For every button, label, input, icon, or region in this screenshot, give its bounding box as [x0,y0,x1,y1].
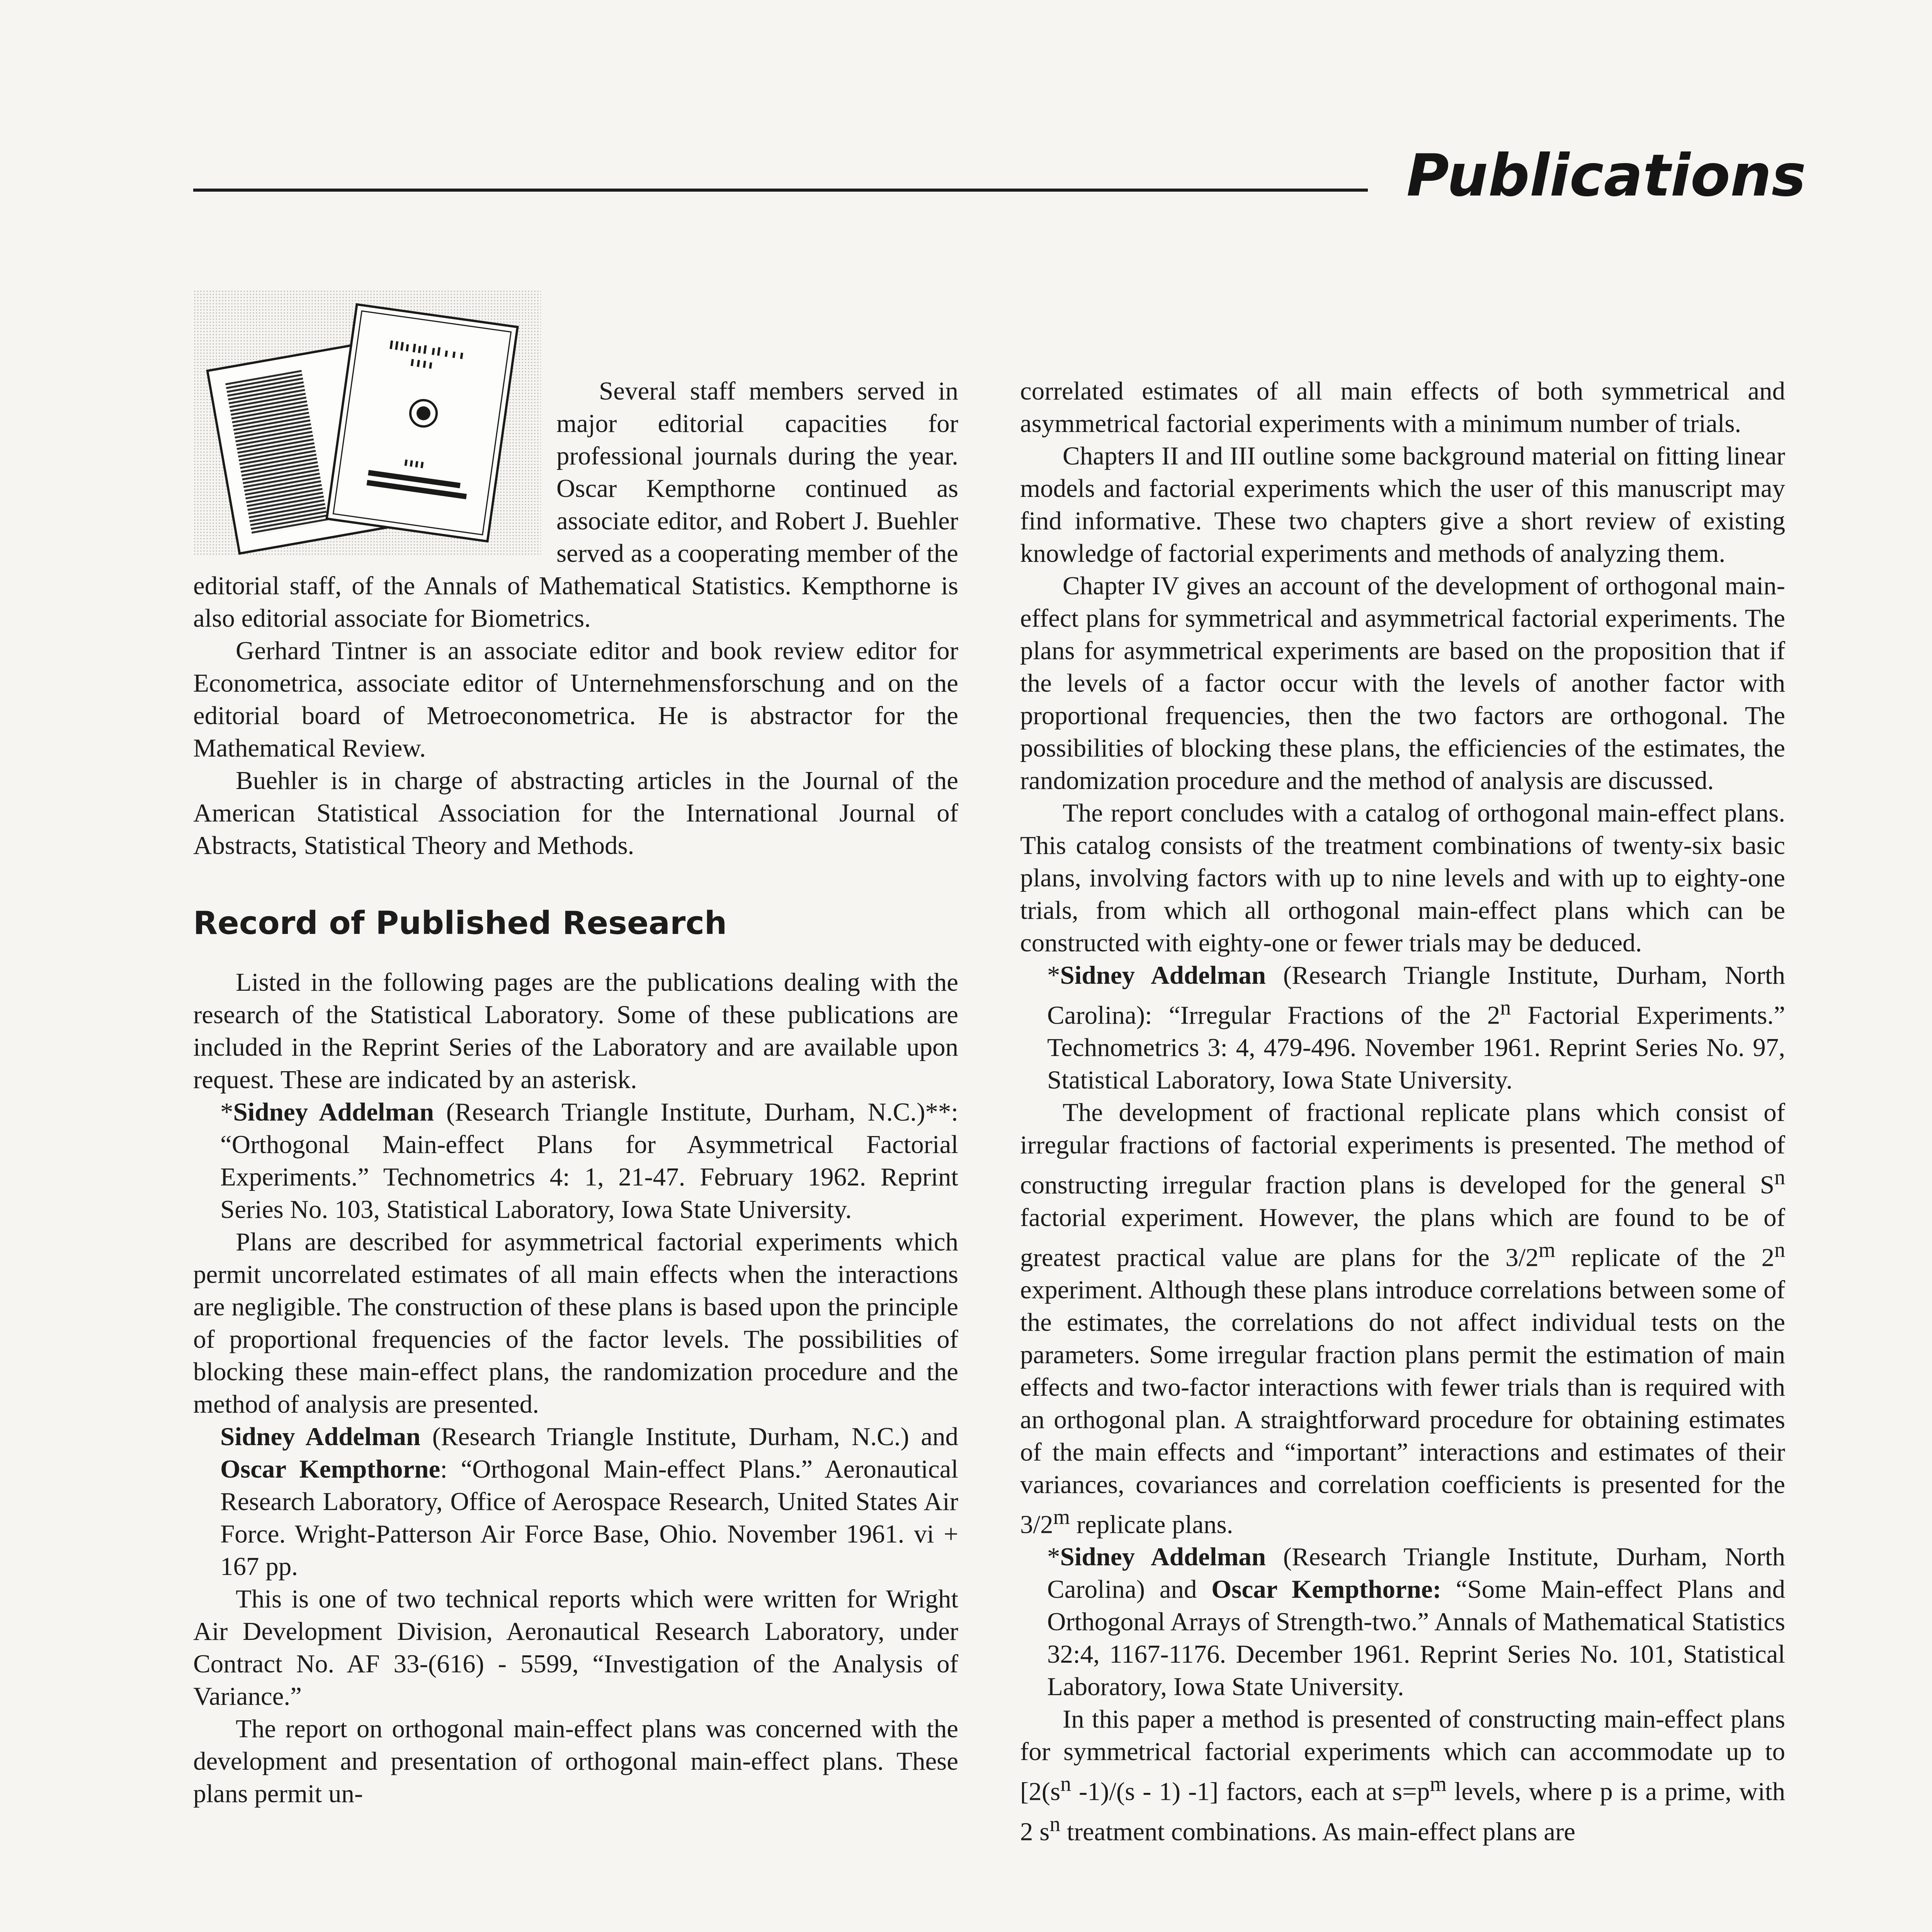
intro-paragraph-3: Buehler is in charge of abstracting articles in the Journal of the American Statistical Association for the International Journal of Abstracts, Statistical Theory and Methods. [193,766,958,860]
abstract-paragraph: This is one of two technical reports which were written for Wright Air Development Division, Aeronautical Research Laboratory, under Contract No. AF 33-(616) - 5599, “Investigation of the Analysis of Variance.” [193,1585,958,1711]
reprint-asterisk: * [1047,1543,1060,1571]
author: Sidney Addelman [233,1098,434,1126]
text-run: -1)/(s - 1) -1] factors, each at s=p [1071,1777,1430,1806]
text-run: factorial experiment. However, the plans which are found to be of greatest practical value are plans for the 3/2 [1020,1203,1785,1272]
abstract [193,1583,958,1810]
citation [1020,1541,1785,1703]
author-affiliation: (Research Triangle Institute, Durham, North Carolina) and [1047,1543,1786,1604]
text-run: replicate plans. [1070,1510,1233,1539]
journals-icon [193,290,541,556]
abstract-paragraph: Chapters II and III outline some background material on fitting linear models and factorial experiments which the user of this manuscript may find informative. These two chapters give a short review of existing knowledge of factorial experiments and methods of analyzing them. [1020,442,1785,568]
superscript: m [1053,1505,1070,1529]
page-title: Publications [1406,142,1806,209]
section-intro: Listed in the following pages are the publications dealing with the research of the Statistical Laboratory. Some of these publications are included in the Reprint Series of the Laboratory and are available upon request. These are indicated by an asterisk. [193,968,958,1094]
right-column [1020,375,1785,1848]
citation-text: : “Orthogonal Main-effect Plans.” Aeronautical Research Laboratory, Office of Aerospace Research, United States Air Force. Wright-Patterson Air Force Base, Ohio. November 1961. vi + 167 pp. [220,1455,958,1581]
abstract [1020,1703,1785,1848]
left-column [193,375,958,1810]
citation [193,1096,958,1226]
header-rule [193,189,1368,192]
intro-paragraph-2: Gerhard Tintner is an associate editor and book review editor for Econometrica, associate editor of Unternehmensforschung and on the editorial board of Metroeconometrica. He is abstractor for the Mathematical Review. [193,636,958,762]
author-affiliation: (Research Triangle Institute, Durham, N.C.) and [420,1422,958,1451]
abstract-paragraph [1020,1096,1785,1541]
superscript: n [1060,1772,1071,1796]
coauthor: Oscar Kempthorne: [1211,1575,1441,1604]
section-heading: Record of Published Research [193,905,727,942]
superscript: m [1430,1772,1447,1796]
abstract-paragraph: Plans are described for asymmetrical factorial experiments which permit uncorrelated estimates of all main effects when the interactions are negligible. The construction of these plans is based upon the principle of proportional frequencies of the factor levels. The possibilities of blocking these main-effect plans, the randomization procedure and the method of analysis are presented. [193,1228,958,1418]
abstract [193,1226,958,1420]
publication-entry [1020,959,1785,1541]
text-run: treatment combinations. As main-effect plans are [1060,1817,1575,1846]
superscript: n [1049,1812,1061,1836]
abstract-paragraph: The report concludes with a catalog of orthogonal main-effect plans. This catalog consists of the treatment combinations of twenty-six basic plans, involving factors with up to nine levels and with up to eighty-one trials, from which all orthogonal main-effect plans which can be constructed with eighty-one or fewer trials may be deduced. [1020,799,1785,957]
citation-text: (Research Triangle Institute, Durham, N.C.)**: “Orthogonal Main-effect Plans for Asymmetrical Factorial Experiments.” Technometrics 4: 1, 21-47. February 1962. Reprint Series No. 103, Statistical Laboratory, Iowa State University. [220,1098,958,1224]
journals-illustration [193,290,541,556]
text-run: In this paper a method is presented of constructing main-effect plans for symmetrical factorial experiments which can accommodate up to [2(s [1020,1705,1785,1806]
citation-text: “Some Main-effect Plans and Orthogonal Arrays of Strength-two.” Annals of Mathematical Statistics 32:4, 1167-1176. December 1961. Reprint Series No. 101, Statistical Laboratory, Iowa State University. [1047,1575,1785,1701]
intro-paragraph-1: Several staff members served in major editorial capacities for professional journals during the year. Oscar Kempthorne continued as associate editor, and Robert J. Buehler served as a cooperating member of the editorial staff, of the Annals of Mathematical Statistics. Kempthorne is also editorial associate for Biometrics. [193,377,958,633]
publication-entry [193,1096,958,1420]
author: Sidney Addelman [1060,1543,1266,1571]
citation [1020,959,1785,1096]
reprint-asterisk: * [1047,961,1060,990]
citation-text: Factorial Experiments.” Technometrics 3: 4, 479-496. November 1961. Reprint Series No. 97, Statistical Laboratory, Iowa State University. [1047,1001,1785,1095]
coauthor: Oscar Kempthorne [220,1455,440,1483]
citation-text: (Research Triangle Institute, Durham, North Carolina): “Irregular Fractions of the 2 [1047,961,1786,1030]
abstract-paragraph-continued: correlated estimates of all main effects of both symmetrical and asymmetrical factorial experiments with a minimum number of trials. [1020,377,1785,438]
superscript: n [1500,996,1511,1020]
superscript: n [1774,1165,1785,1190]
text-run: The development of fractional replicate plans which consist of irregular fractions of factorial experiments is presented. The method of constructing irregular fraction plans is developed for the general S [1020,1098,1785,1199]
publication-entry [193,1420,958,1810]
publication-entry [1020,1541,1785,1848]
text-run: levels, where p is a prime, with 2 s [1020,1777,1785,1846]
author: Sidney Addelman [1060,961,1266,990]
reprint-asterisk: * [220,1098,233,1126]
author: Sidney Addelman [220,1422,421,1451]
abstract-paragraph-split: The report on orthogonal main-effect plans was concerned with the development and presentation of orthogonal main-effect plans. These plans permit un- [193,1714,958,1808]
superscript: m [1538,1238,1556,1262]
superscript: n [1774,1238,1785,1262]
abstract [1020,1096,1785,1541]
text-run: replicate of the 2 [1555,1243,1775,1272]
abstract-paragraph: Chapter IV gives an account of the development of orthogonal main-effect plans for symmetrical and asymmetrical factorial experiments. The plans for asymmetrical experiments are based on the proposition that if the levels of a factor occur with the levels of another factor with proportional frequencies, then the two factors are orthogonal. The possibilities of blocking these plans, the efficiencies of the estimates, the randomization procedure and the method of analysis are discussed. [1020,571,1785,795]
citation [193,1420,958,1583]
text-run: experiment. Although these plans introduce correlations between some of the estimates, the correlations do not affect individual tests on the parameters. Some irregular fraction plans permit the estimation of main effects and two-factor interactions with fewer trials than is required with an orthogonal plan. A straightforward procedure for obtaining estimates of the main effects and “important” interactions and estimates of their variances, covariances and correlation coefficients is presented for the 3/2 [1020,1275,1785,1539]
abstract-paragraph [1020,1703,1785,1848]
